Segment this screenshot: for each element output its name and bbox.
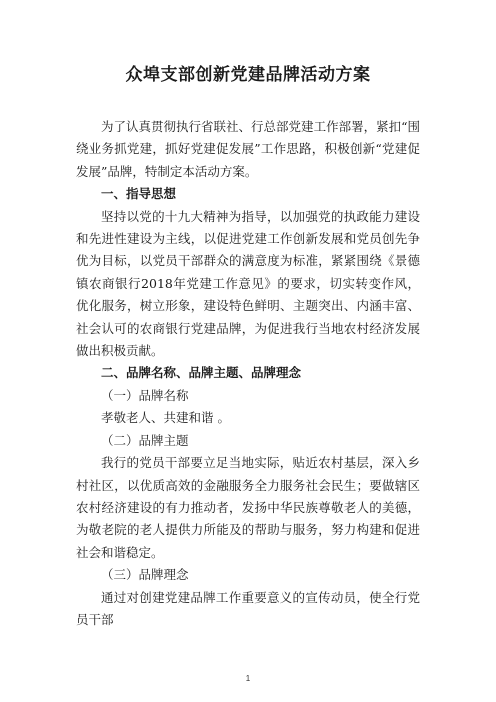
document-body	[76, 116, 420, 631]
document-title: 众埠支部创新党建品牌活动方案	[125, 65, 371, 85]
section-heading-guiding-ideology: 一、指导思想	[101, 186, 177, 202]
guiding-ideology-paragraph: 坚持以党的十九大精神为指导，以加强党的执政能力建设和先进性建设为主线，以促进党建工作创新发展和党员创先争优为目标，以党员干部群众的满意度为标准，紧紧围绕《景德镇农商银行2018年党建工作意见》的要求，切实转变作风，优化服务，树立形象，建设特色鲜明、主题突出、内涵丰富、社会认可的农商银行党建品牌，为促进我行当地农村经济发展做出积极贡献。	[76, 208, 420, 359]
intro-paragraph: 为了认真贯彻执行省联社、行总部党建工作部署，紧扣“围绕业务抓党建，抓好党建促发展”工作思路，积极创新“党建促发展”品牌，特制定本活动方案。	[76, 119, 420, 179]
brand-name-paragraph: 孝敬老人、共建和谐 。	[101, 410, 230, 426]
subheading-brand-name: （一）品牌名称	[101, 387, 189, 403]
subheading-brand-concept: （三）品牌理念	[101, 567, 189, 583]
page-number: 1	[245, 674, 251, 683]
brand-concept-paragraph: 通过对创建党建品牌工作重要意义的宣传动员，使全行党员干部	[76, 589, 420, 627]
subheading-brand-theme: （二）品牌主题	[101, 432, 189, 448]
brand-theme-paragraph: 我行的党员干部要立足当地实际，贴近农村基层，深入乡村社区，以优质高效的金融服务全力服务社会民生；要做辖区农村经济建设的有力推动者，发扬中华民族尊敬老人的美德，为敬老院的老人提供力所能及的帮助与服务，努力构建和促进社会和谐稳定。	[76, 455, 420, 560]
section-heading-brand: 二、品牌名称、品牌主题、品牌理念	[101, 365, 302, 381]
